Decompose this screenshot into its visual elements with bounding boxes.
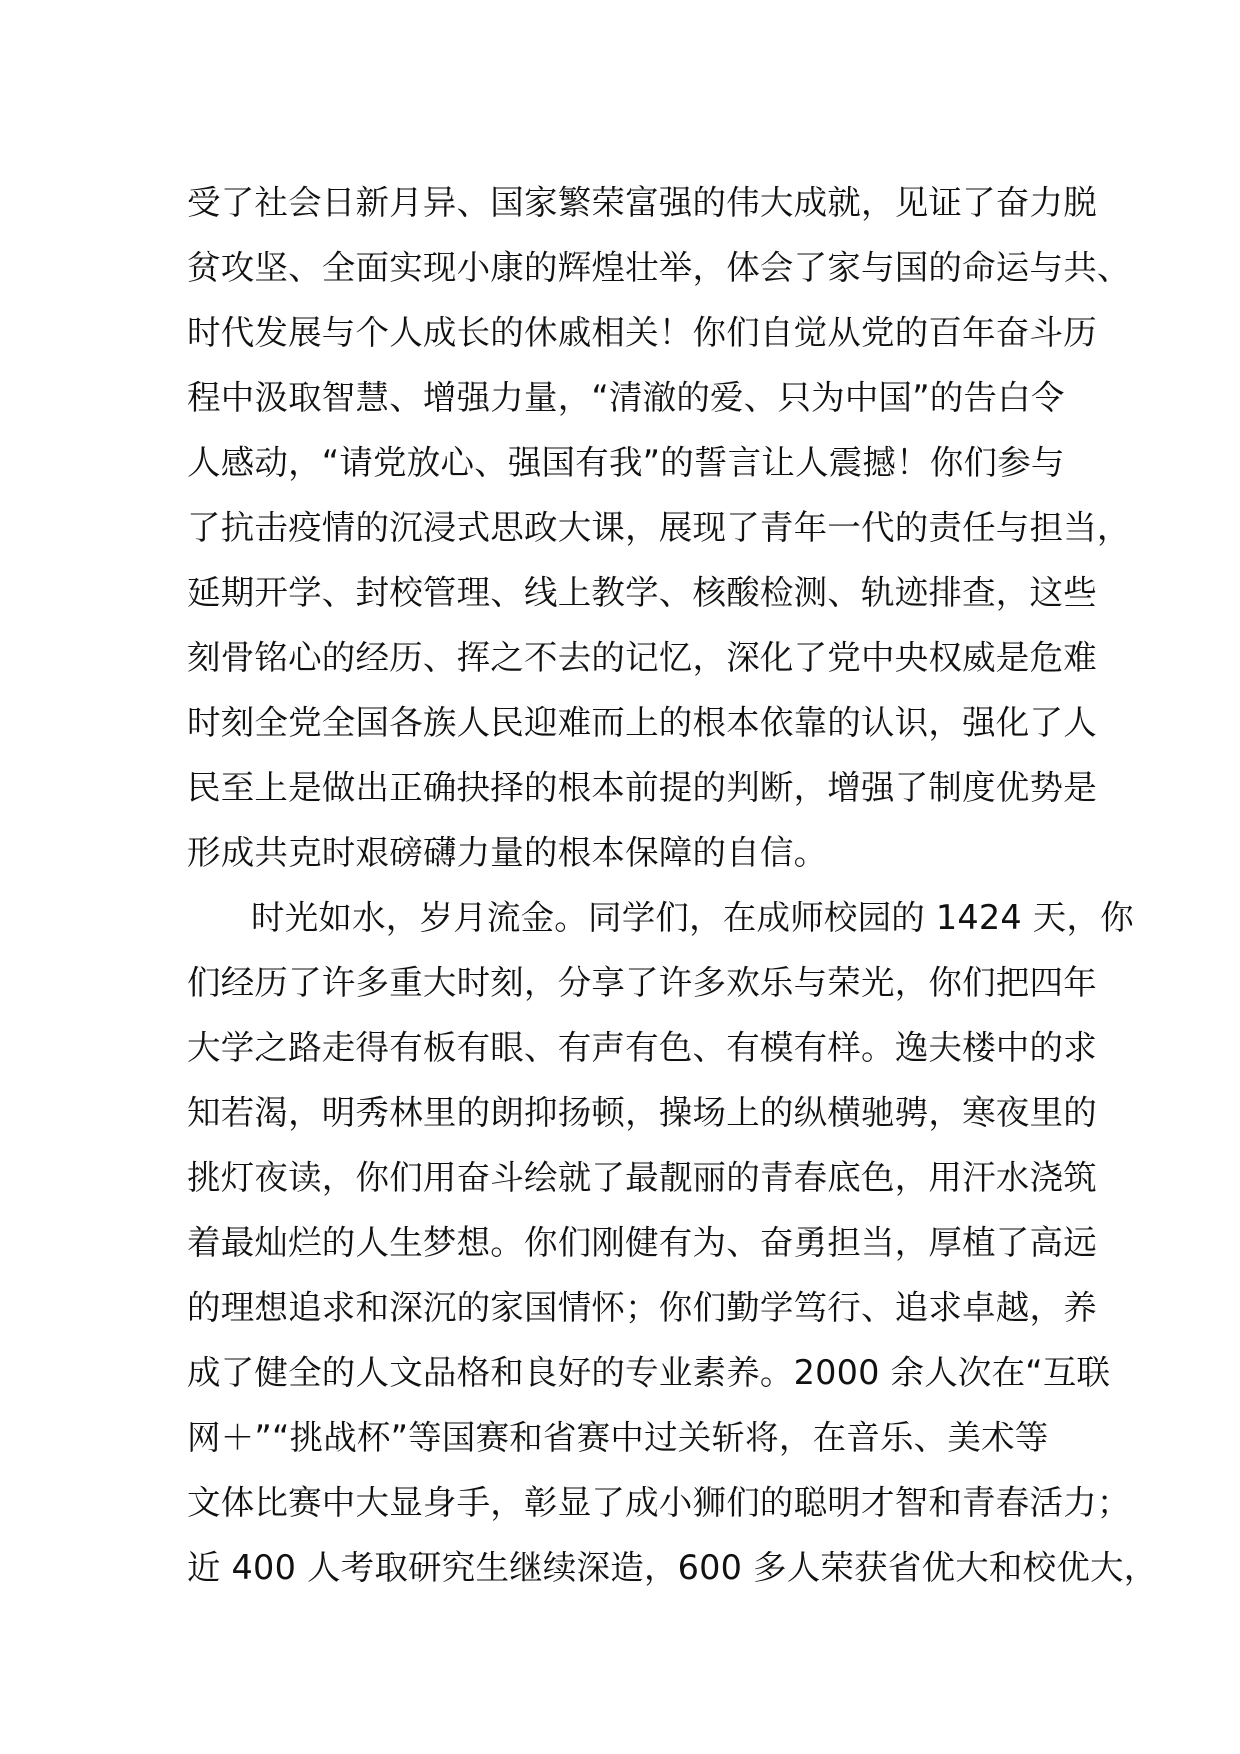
text-line: 网＋”“挑战杯”等国赛和省赛中过关斩将，在音乐、美术等 <box>187 1418 1049 1457</box>
text-line: 受了社会日新月异、国家繁荣富强的伟大成就，见证了奋力脱 <box>187 183 1097 222</box>
text-line: 时光如水，岁月流金。同学们，在成师校园的 1424 天，你 <box>251 898 1134 937</box>
text-line: 程中汲取智慧、增强力量，“清澈的爱、只为中国”的告白令 <box>187 378 1065 417</box>
text-line: 们经历了许多重大时刻，分享了许多欢乐与荣光，你们把四年 <box>187 963 1097 1002</box>
text-line: 大学之路走得有板有眼、有声有色、有模有样。逸夫楼中的求 <box>187 1028 1097 1067</box>
text-line: 成了健全的人文品格和良好的专业素养。2000 余人次在“互联 <box>187 1353 1111 1392</box>
text-line: 着最灿烂的人生梦想。你们刚健有为、奋勇担当，厚植了高远 <box>187 1223 1097 1262</box>
text-line: 贫攻坚、全面实现小康的辉煌壮举，体会了家与国的命运与共、 <box>187 248 1131 287</box>
text-line: 近 400 人考取研究生继续深造，600 多人荣获省优大和校优大， <box>187 1548 1158 1587</box>
text-line: 时代发展与个人成长的休戚相关！你们自觉从党的百年奋斗历 <box>187 313 1097 352</box>
text-line: 挑灯夜读，你们用奋斗绘就了最靓丽的青春底色，用汗水浇筑 <box>187 1158 1097 1197</box>
text-line: 刻骨铭心的经历、挥之不去的记忆，深化了党中央权威是危难 <box>187 638 1097 677</box>
text-line: 文体比赛中大显身手，彰显了成小狮们的聪明才智和青春活力； <box>187 1483 1131 1522</box>
text-line: 民至上是做出正确抉择的根本前提的判断，增强了制度优势是 <box>187 768 1097 807</box>
text-line: 时刻全党全国各族人民迎难而上的根本依靠的认识，强化了人 <box>187 703 1097 742</box>
paragraph-1 <box>187 170 1131 885</box>
text-line: 知若渴，明秀林里的朗抑扬顿，操场上的纵横驰骋，寒夜里的 <box>187 1093 1097 1132</box>
text-line: 人感动，“请党放心、强国有我”的誓言让人震撼！你们参与 <box>187 443 1065 482</box>
text-line: 了抗击疫情的沉浸式思政大课，展现了青年一代的责任与担当， <box>187 508 1131 547</box>
body-text <box>187 170 1158 1600</box>
text-line: 延期开学、封校管理、线上教学、核酸检测、轨迹排查，这些 <box>187 573 1097 612</box>
text-line: 形成共克时艰磅礴力量的根本保障的自信。 <box>187 833 828 872</box>
text-line: 的理想追求和深沉的家国情怀；你们勤学笃行、追求卓越，养 <box>187 1288 1097 1327</box>
paragraph-2 <box>187 885 1158 1600</box>
